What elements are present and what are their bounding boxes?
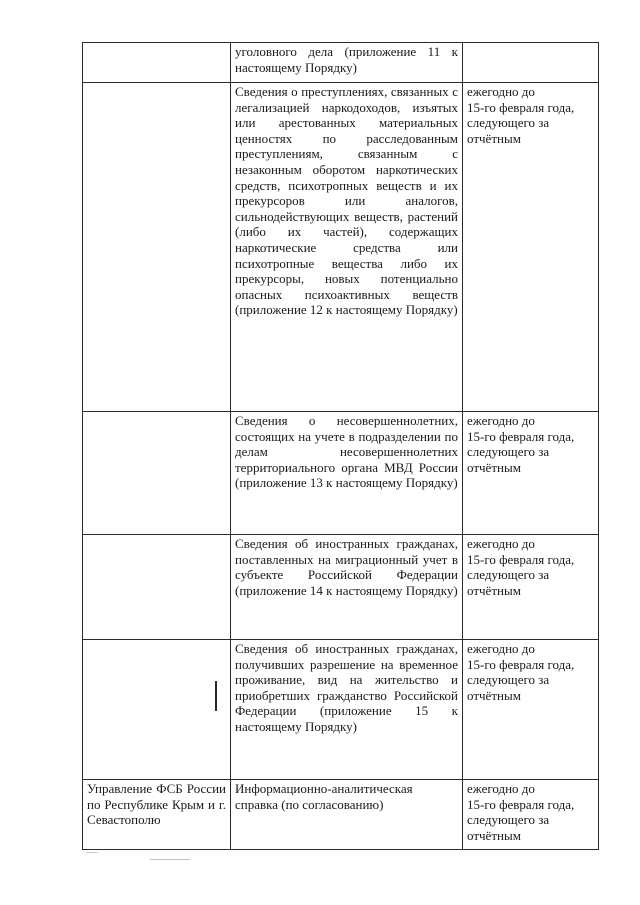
agency-cell — [83, 43, 231, 83]
deadline-cell: ежегодно до 15-го февраля года, следующего за отчётным — [463, 780, 599, 850]
reporting-table — [82, 42, 599, 850]
table-row — [83, 535, 599, 640]
report-name-cell: Сведения об иностранных гражданах, получивших разрешение на временное проживание, вид на жительство и приобретших гражданство Российской Федерации (приложение 15 к настоящему Порядку) — [231, 640, 463, 780]
deadline-cell — [463, 43, 599, 83]
agency-cell — [83, 535, 231, 640]
table-row — [83, 83, 599, 412]
agency-cell — [83, 640, 231, 780]
table-row — [83, 412, 599, 535]
scan-mark — [215, 681, 217, 711]
scan-speck — [86, 852, 98, 853]
table-row — [83, 43, 599, 83]
report-name-cell: Сведения о преступлениях, связанных с легализацией наркодоходов, изъятых или арестованных материальных ценностях по расследованным преступлениям, связанным с незаконным оборотом наркотических средств, психотропных веществ и их прекурсоров или аналогов, сильнодействующих веществ, растений (либо их частей), содержащих наркотические средства или психотропные вещества либо их прекурсоры, новых потенциально опасных психоактивных веществ (приложение 12 к настоящему Порядку) — [231, 83, 463, 412]
report-name-cell: уголовного дела (приложение 11 к настоящему Порядку) — [231, 43, 463, 83]
table-row — [83, 640, 599, 780]
deadline-cell: ежегодно до 15-го февраля года, следующего за отчётным — [463, 412, 599, 535]
report-name-cell: Информационно-аналитическая справка (по согласованию) — [231, 780, 463, 850]
deadline-cell: ежегодно до 15-го февраля года, следующего за отчётным — [463, 640, 599, 780]
report-name-cell: Сведения о несовершеннолетних, состоящих на учете в подразделении по делам несовершеннолетних территориального органа МВД России (приложение 13 к настоящему Порядку) — [231, 412, 463, 535]
deadline-cell: ежегодно до 15-го февраля года, следующего за отчётным — [463, 83, 599, 412]
report-name-cell: Сведения об иностранных гражданах, поставленных на миграционный учет в субъекте Российской Федерации (приложение 14 к настоящему Порядку) — [231, 535, 463, 640]
table-row — [83, 780, 599, 850]
agency-cell — [83, 83, 231, 412]
agency-cell — [83, 412, 231, 535]
scan-speck — [150, 859, 190, 860]
agency-cell: Управление ФСБ России по Республике Крым и г. Севастополю — [83, 780, 231, 850]
deadline-cell: ежегодно до 15-го февраля года, следующего за отчётным — [463, 535, 599, 640]
